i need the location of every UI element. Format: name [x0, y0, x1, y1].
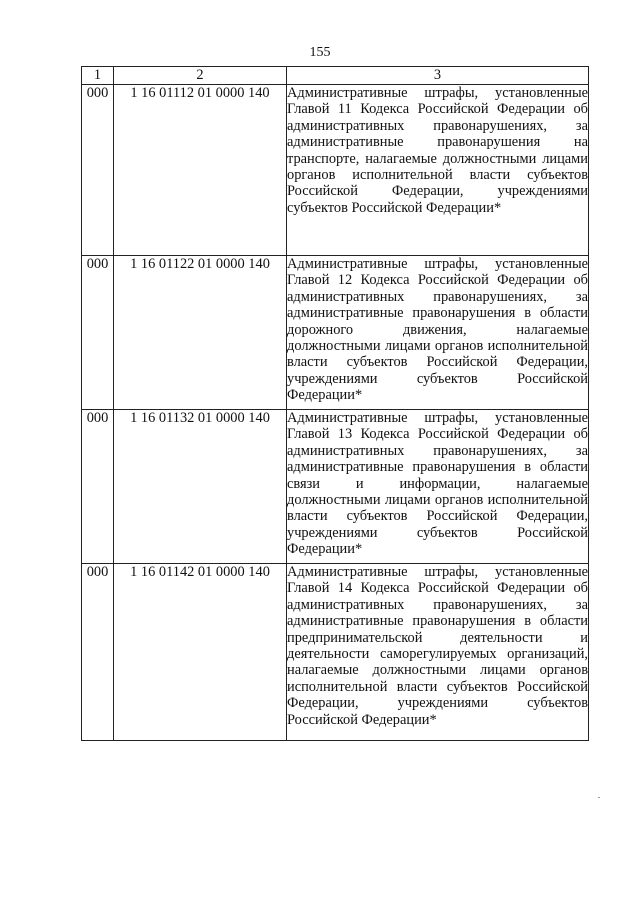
budget-code-cell: 1 16 01112 01 0000 140: [114, 85, 287, 256]
table-row: [82, 410, 589, 564]
page-number: 155: [309, 45, 331, 60]
admin-code-cell: 000: [82, 256, 114, 410]
description-cell: Административные штрафы, установленные Главой 12 Кодекса Российской Федерации об административных правонарушениях, за административные правонарушения в области дорожного движения, налагаемые должностными лицами органов исполнительной власти субъектов Российской Федерации, учреждениями субъектов Российской Федерации*: [287, 256, 589, 410]
admin-code-cell: 000: [82, 564, 114, 741]
description-cell: Административные штрафы, установленные Главой 14 Кодекса Российской Федерации об административных правонарушениях, за административные правонарушения в области предпринимательской деятельности и деятельности саморегулируемых организаций, налагаемые должностными лицами органов исполнительной власти субъектов Российской Федерации, учреждениями субъектов Российской Федерации*: [287, 564, 589, 741]
description-cell: Административные штрафы, установленные Главой 11 Кодекса Российской Федерации об административных правонарушениях, за административные правонарушения на транспорте, налагаемые должностными лицами органов исполнительной власти субъектов Российской Федерации, учреждениями субъектов Российской Федерации*: [287, 85, 589, 256]
admin-code-cell: 000: [82, 410, 114, 564]
column-header: 1: [82, 67, 114, 85]
admin-code-cell: 000: [82, 85, 114, 256]
table-row: [82, 564, 589, 741]
column-header: 2: [114, 67, 287, 85]
budget-code-cell: 1 16 01132 01 0000 140: [114, 410, 287, 564]
table-row: [82, 85, 589, 256]
revenue-codes-table: [81, 66, 589, 741]
table-row: [82, 256, 589, 410]
scan-speck: [598, 797, 600, 798]
budget-code-cell: 1 16 01122 01 0000 140: [114, 256, 287, 410]
description-cell: Административные штрафы, установленные Главой 13 Кодекса Российской Федерации об административных правонарушениях, за административные правонарушения в области связи и информации, налагаемые должностными лицами органов исполнительной власти субъектов Российской Федерации, учреждениями субъектов Российской Федерации*: [287, 410, 589, 564]
budget-code-cell: 1 16 01142 01 0000 140: [114, 564, 287, 741]
column-header: 3: [287, 67, 589, 85]
table-header-row: [82, 67, 589, 85]
